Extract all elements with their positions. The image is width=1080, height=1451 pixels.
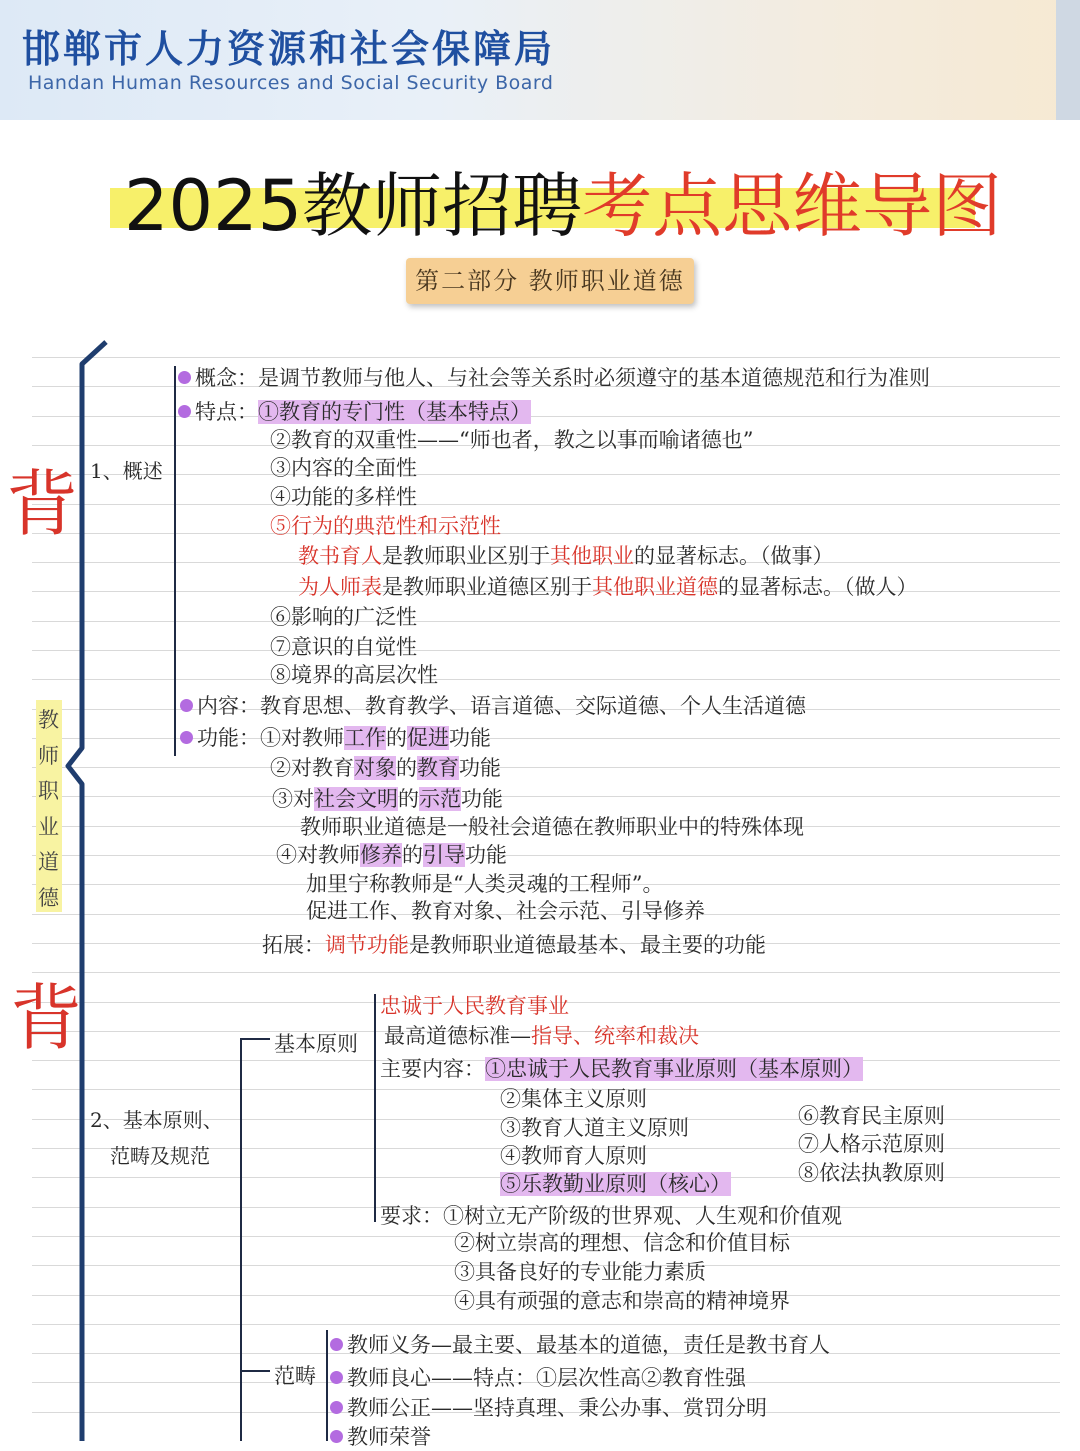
notebook-line [32,504,1060,505]
page-title [124,150,1002,251]
concept-row: 概念：是调节教师与他人、与社会等关系时必须遵守的基本道德规范和行为准则 [178,362,930,392]
loyalty-heading: 忠诚于人民教育事业 [380,994,569,1018]
notebook-line [32,767,1060,768]
principle-6: ⑥教育民主原则 [798,1104,945,1128]
feature-6: ⑥影响的广泛性 [270,605,417,629]
vertical-label-char: 职 [38,779,59,803]
feature-5: ⑤行为的典范性和示范性 [270,514,501,538]
category-1: 教师义务—最主要、最基本的道德，责任是教书育人 [330,1329,830,1359]
requirement-4: ④具有顽强的意志和崇高的精神境界 [454,1289,790,1313]
requirement-1: 要求：①树立无产阶级的世界观、人生观和价值观 [380,1204,842,1228]
bullet-dot-icon [178,371,191,384]
notebook-line [32,796,1060,797]
title-year: 2025教师招聘 [124,165,583,247]
function-4-note-2: 促进工作、教育对象、社会示范、引导修养 [306,899,705,923]
function-4: ④对教师修养的引导功能 [276,843,507,867]
principles-label-1: 2、基本原则、 [90,1108,223,1132]
bullet-dot-icon [330,1338,343,1351]
notebook-line [32,972,1060,973]
feature-5-note-a: 教书育人是教师职业区别于其他职业的显著标志。（做事） [298,544,834,568]
notebook-line [32,474,1060,475]
vertical-label-char: 业 [38,814,59,839]
bullet-dot-icon [180,699,193,712]
features-row: 特点：①教育的专门性（基本特点） [178,396,531,426]
header-banner [0,0,1080,120]
vertical-label-char: 道 [38,850,59,874]
banner-edge [1056,0,1080,120]
principle-8: ⑧依法执教原则 [798,1161,945,1185]
feature-4: ④功能的多样性 [270,485,417,509]
category-4: 教师荣誉 [330,1421,431,1451]
highest-standard: 最高道德标准—指导、统率和裁决 [384,1024,699,1048]
overview-bracket [174,366,176,756]
basic-principles-label: 基本原则 [274,1032,358,1056]
categories-label: 范畴 [274,1364,316,1388]
notebook-line [32,855,1060,856]
section-badge: 第二部分 教师职业道德 [406,258,694,304]
bei-mark-2: 背 [10,976,83,1060]
function-4-note-1: 加里宁称教师是“人类灵魂的工程师”。 [306,872,664,896]
category-branch-line [240,1370,270,1372]
principle-3: ③教育人道主义原则 [500,1116,689,1140]
title-highlight-text: 考点思维导图 [582,165,1003,247]
category-3: 教师公正——坚持真理、秉公办事、赏罚分明 [330,1392,767,1422]
function-3: ③对社会文明的示范功能 [272,787,503,811]
principle-7: ⑦人格示范原则 [798,1132,945,1156]
basic-bracket [374,994,376,1222]
category-2: 教师良心——特点：①层次性高②教育性强 [330,1362,746,1392]
org-name-cn: 邯郸市人力资源和社会保障局 [22,26,556,71]
bullet-dot-icon [180,731,193,744]
bullet-dot-icon [330,1430,343,1443]
content-row: 内容：教育思想、教育教学、语言道德、交际道德、个人生活道德 [180,690,806,720]
main-bracket [60,338,110,1441]
vertical-label-char: 德 [38,885,59,910]
notebook-line [32,1324,1060,1325]
notebook-line [32,621,1060,622]
bullet-dot-icon [330,1401,343,1414]
function-2: ②对教育对象的教育功能 [270,756,501,780]
feature-8: ⑧境界的高层次性 [270,663,438,687]
bei-mark-1: 背 [6,462,79,546]
principle-4: ④教师育人原则 [500,1144,647,1168]
overview-label: 1、概述 [90,459,163,483]
bullet-dot-icon [178,405,191,418]
principle-5: ⑤乐教勤业原则（核心） [500,1172,731,1196]
extension-row: 拓展：调节功能是教师职业道德最基本、最主要的功能 [262,933,766,957]
function-row: 功能：①对教师工作的促进功能 [180,722,491,752]
notebook-line [32,650,1060,651]
feature-3: ③内容的全面性 [270,456,417,480]
basic-branch-line [240,1038,270,1040]
categories-bracket [326,1330,328,1441]
principles-bracket [240,1038,242,1441]
function-3-note: 教师职业道德是一般社会道德在教师职业中的特殊体现 [300,815,804,839]
requirement-2: ②树立崇高的理想、信念和价值目标 [454,1231,790,1255]
feature-2: ②教育的双重性——“师也者，教之以事而喻诸德也” [270,428,754,452]
vertical-label-char: 教 [38,708,59,732]
requirement-3: ③具备良好的专业能力素质 [454,1260,706,1284]
main-content-row: 主要内容：①忠诚于人民教育事业原则（基本原则） [380,1057,863,1081]
principle-2: ②集体主义原则 [500,1087,647,1111]
org-name-en: Handan Human Resources and Social Security Board [28,72,554,94]
notebook-line [32,679,1060,680]
bullet-dot-icon [330,1371,343,1384]
feature-5-note-b: 为人师表是教师职业道德区别于其他职业道德的显著标志。（做人） [298,575,918,599]
principles-label-2: 范畴及规范 [110,1144,210,1168]
vertical-label-char: 师 [38,743,59,768]
notebook-line [32,533,1060,534]
feature-7: ⑦意识的自觉性 [270,635,417,659]
notebook-line [32,357,1060,358]
